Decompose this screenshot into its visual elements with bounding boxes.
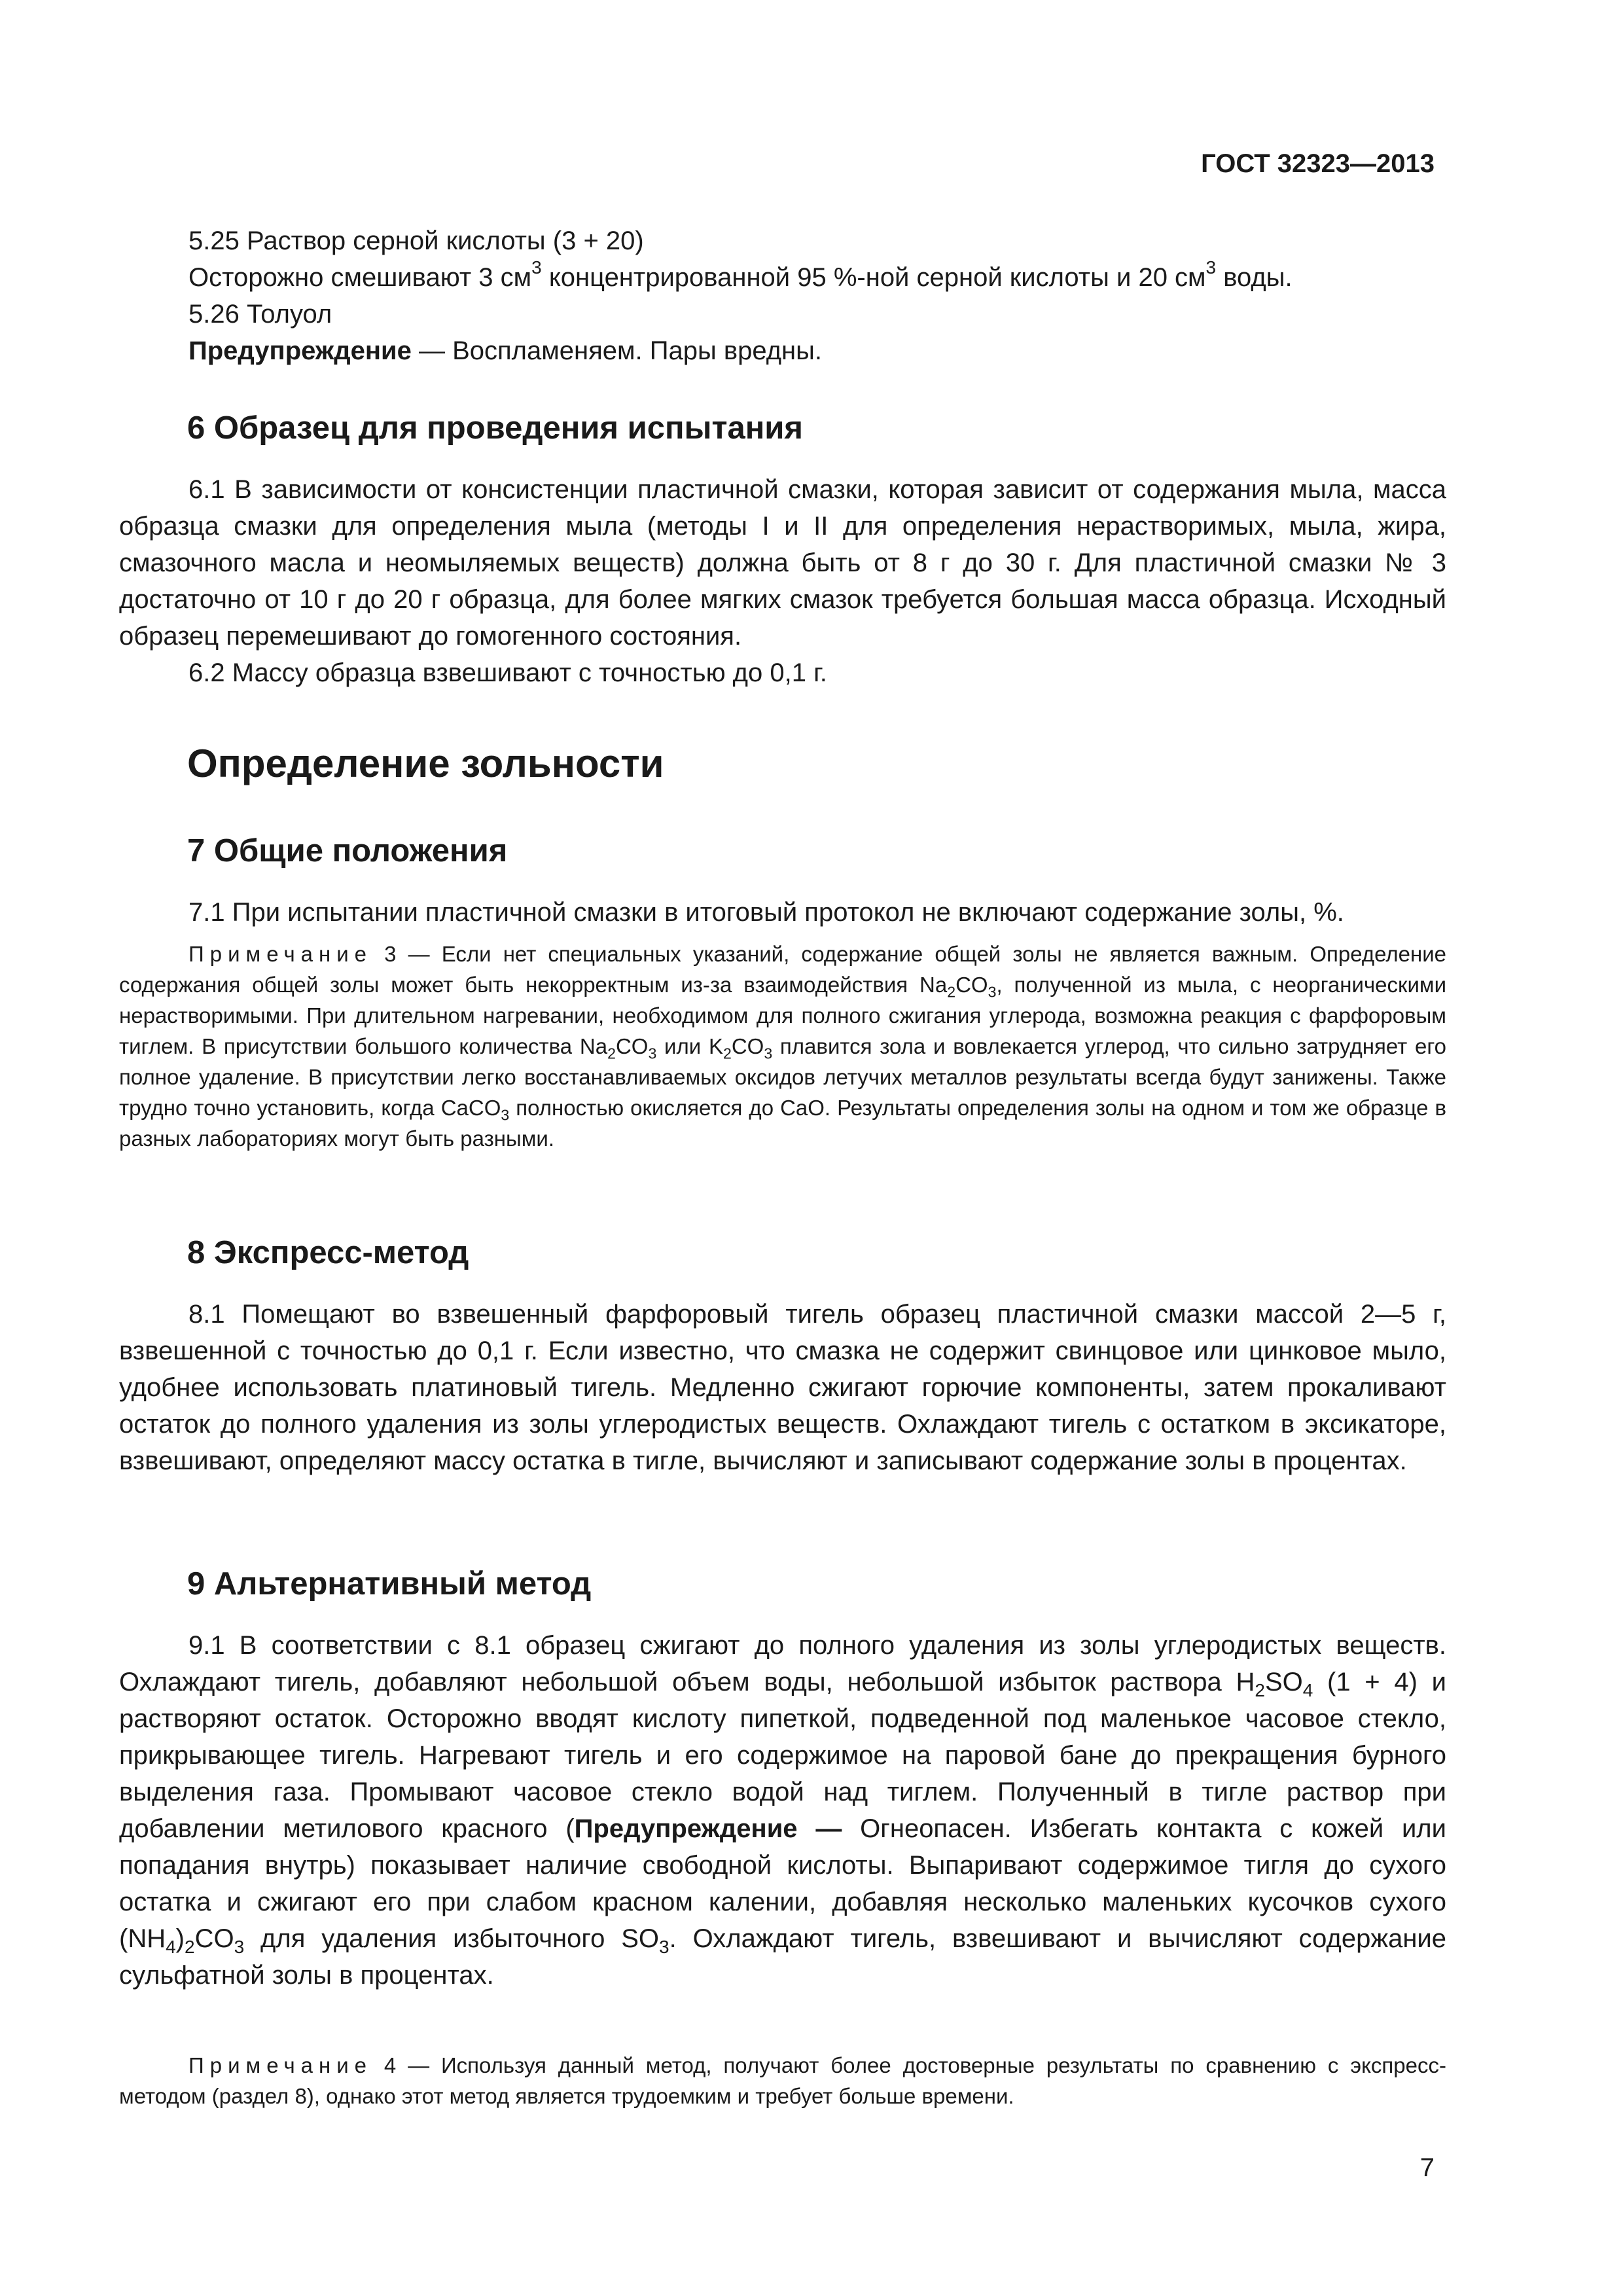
clauses-5-25-5-26: [119, 223, 1446, 369]
section-9-body: [119, 1627, 1446, 1994]
section-8-body: [119, 1296, 1446, 1479]
section-7-heading: 7 Общие положения: [187, 833, 508, 869]
section-8-heading: 8 Экспресс-метод: [187, 1235, 469, 1270]
paragraph-6-2: 6.2 Массу образца взвешивают с точностью до 0,1 г.: [188, 658, 827, 687]
section-7-body: [119, 894, 1446, 931]
section-9-heading: 9 Альтернативный метод: [187, 1566, 592, 1602]
section-6-body: [119, 471, 1446, 691]
note-3: [119, 939, 1446, 1154]
paragraph-7-1: 7.1 При испытании пластичной смазки в итоговый протокол не включают содержание золы, %.: [188, 898, 1344, 927]
note-3-text: Примечание 3 — Если нет специальных указаний, содержание общей золы не является важным. Определение содержания общей золы может быть некорректным из-за взаимодействия $Na_2CO_3$, полученной из мыла, с неорганическими нерастворимыми. При длительном нагревании, необходимом для полного сжигания углерода, возможна реакция с фарфоровым тиглем. В присутствии большого количества $Na_2CO_3$ или $K_2CO_3$ плавится зола и вовлекается углерод, что сильно затрудняет его полное удаление. В присутствии легко восстанавливаемых оксидов летучих металлов результаты всегда будут занижены. Также трудно точно установить, когда CaCO$_3$ полностью окисляется до CaO. Результаты определения золы на одном и том же образце в разных лабораториях могут быть разными.: [119, 942, 1446, 1151]
page-number: 7: [1419, 2153, 1435, 2182]
paragraph-6-1: 6.1 В зависимости от консистенции пластичной смазки, которая зависит от содержания мыла, масса образца смазки для определения мыла (методы I и II для определения нерастворимых, мыла, жира, смазочного масла и неомыляемых веществ) должна быть от 8 г до 30 г. Для пластичной смазки № 3 достаточно от 10 г до 20 г образца, для более мягких смазок требуется большая масса образца. Исходный образец перемешивают до гомогенного состояния.: [119, 475, 1446, 651]
part-title: Определение зольности: [187, 742, 664, 785]
clause-5-26-warning: Предупреждение — Воспламеняем. Пары вредны.: [188, 336, 822, 365]
note-4-text: Примечание 4 — Используя данный метод, получают более достоверные результаты по сравнению с экспресс-методом (раздел 8), однако этот метод является трудоемким и требует больше времени.: [119, 2053, 1446, 2108]
note-4: [119, 2050, 1446, 2111]
paragraph-8-1: 8.1 Помещают во взвешенный фарфоровый тигель образец пластичной смазки массой 2—5 г, взвешенной с точностью до 0,1 г. Если известно, что смазка не содержит свинцовое или цинковое мыло, удобнее использовать платиновый тигель. Медленно сжигают горючие компоненты, затем прокаливают остаток до полного удаления из золы углеродистых веществ. Охлаждают тигель с остатком в эксикаторе, взвешивают, определяют массу остатка в тигле, вычисляют и записывают содержание золы в процентах.: [119, 1300, 1446, 1475]
paragraph-9-1: 9.1 В соответствии с 8.1 образец сжигают до полного удаления из золы углеродистых веществ. Охлаждают тигель, добавляют небольшой объем воды, небольшой избыток раствора $H_2SO_4$ (1 + 4) и растворяют остаток. Осторожно вводят кислоту пипеткой, подведенной под маленькое часовое стекло, прикрывающее тигель. Нагревают тигель и его содержимое на паровой бане до прекращения бурного выделения газа. Промывают часовое стекло водой над тиглем. Полученный в тигле раствор при добавлении метилового красного (Предупреждение — Огнеопасен. Избегать контакта с кожей или попадания внутрь) показывает наличие свободной кислоты. Выпаривают содержимое тигля до сухого остатка и сжигают его при слабом красном калении, добавляя несколько маленьких кусочков сухого $(NH_4)_2CO_3$ для удаления избыточного $SO_3$. Охлаждают тигель, взвешивают и вычисляют содержание сульфатной золы в процентах.: [119, 1631, 1447, 1990]
clause-5-25-title: 5.25 Раствор серной кислоты (3 + 20): [188, 226, 644, 255]
section-6-heading: 6 Образец для проведения испытания: [187, 410, 804, 446]
note-label: Примечание: [188, 2053, 373, 2077]
clause-5-25-text: Осторожно смешивают 3 $см^3$ концентрированной 95 %-ной серной кислоты и 20 $см^3$ воды.: [188, 257, 1293, 292]
clause-5-26-title: 5.26 Толуол: [188, 300, 332, 329]
note-label: Примечание: [188, 942, 373, 966]
document-header: ГОСТ 32323—2013: [1201, 149, 1435, 178]
